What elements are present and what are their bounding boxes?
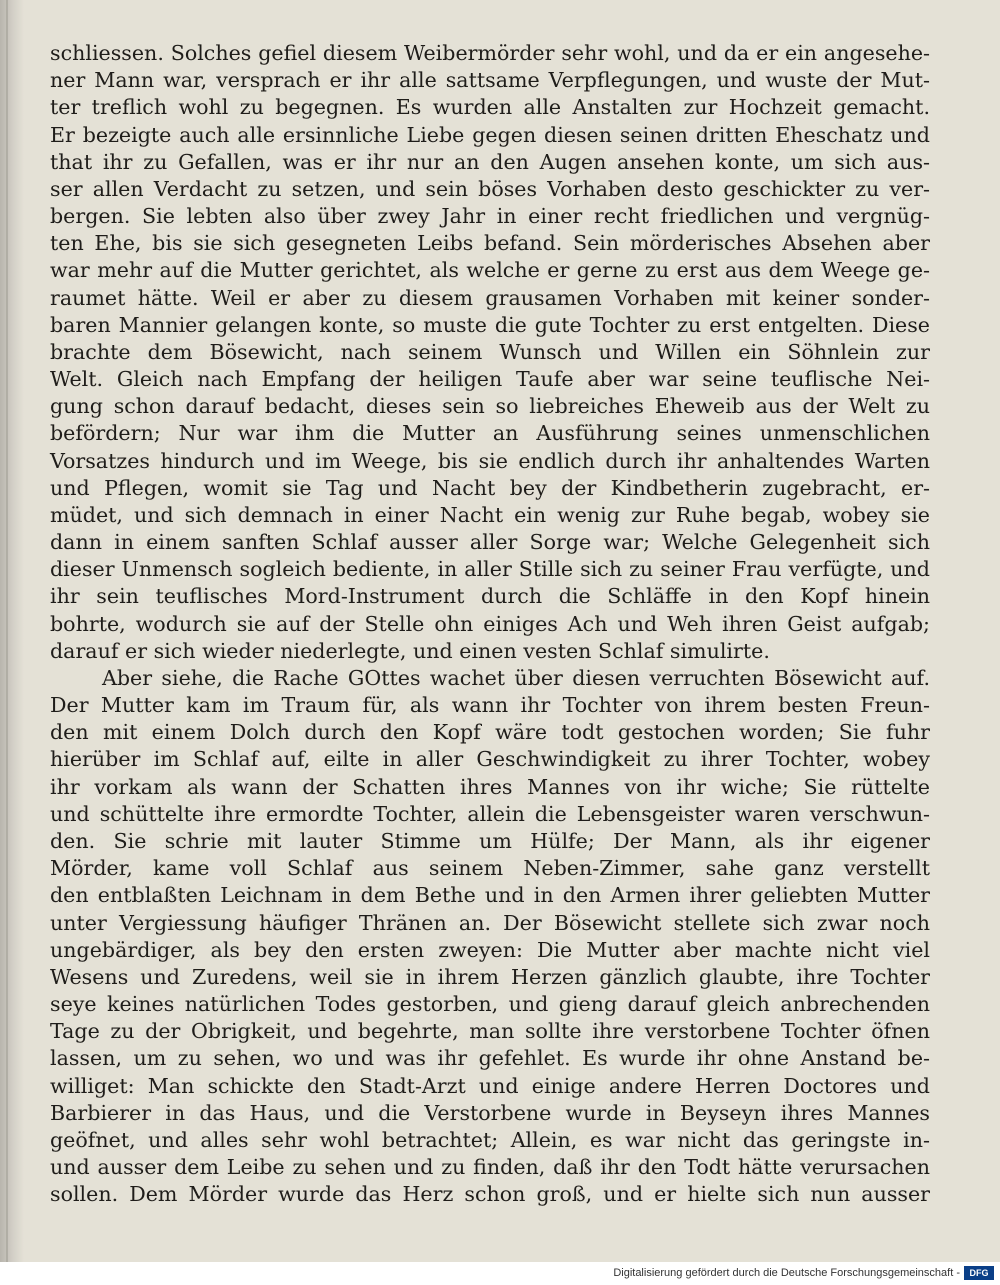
text-line: ter treflich wohl zu begegnen. Es wurden alle Anstalten zur Hochzeit gemacht. <box>50 95 930 120</box>
text-line: williget: Man schickte den Stadt-Arzt und einige andere Herren Doctores und <box>50 1073 930 1098</box>
text-line: ihr vorkam als wann der Schatten ihres Mannes von ihr wiche; Sie rüttelte <box>50 774 930 799</box>
body-text <box>50 40 930 1208</box>
text-line: ner Mann war, versprach er ihr alle sattsame Verpflegungen, und wuste der Mut- <box>50 68 930 93</box>
text-line: ser allen Verdacht zu setzen, und sein böses Vorhaben desto geschickter zu ver- <box>50 176 930 201</box>
footer-bar <box>0 1262 1000 1285</box>
text-line: Der Mutter kam im Traum für, als wann ihr Tochter von ihrem besten Freun- <box>50 693 930 718</box>
text-line: gung schon darauf bedacht, dieses sein so liebreiches Eheweib aus der Welt zu <box>50 394 930 419</box>
text-line: Tage zu der Obrigkeit, und begehrte, man sollte ihre verstorbene Tochter öfnen <box>50 1019 930 1044</box>
text-line: den. Sie schrie mit lauter Stimme um Hülfe; Der Mann, als ihr eigener <box>50 828 930 853</box>
text-line: Vorsatzes hindurch und im Weege, bis sie endlich durch ihr anhaltendes Warten <box>50 448 930 473</box>
text-line: befördern; Nur war ihm die Mutter an Ausführung seines unmenschlichen <box>50 421 930 446</box>
text-line: und ausser dem Leibe zu sehen und zu finden, daß ihr den Todt hätte verursachen <box>50 1155 930 1180</box>
text-line: und schüttelte ihre ermordte Tochter, allein die Lebensgeister waren verschwun- <box>50 801 930 826</box>
text-line: bohrte, wodurch sie auf der Stelle ohn einiges Ach und Weh ihren Geist aufgab; <box>50 611 930 636</box>
text-line: schliessen. Solches gefiel diesem Weibermörder sehr wohl, und da er ein angesehe- <box>50 41 930 65</box>
text-line: raumet hätte. Weil er aber zu diesem grausamen Vorhaben mit keiner sonder- <box>50 285 930 310</box>
text-line: war mehr auf die Mutter gerichtet, als welche er gerne zu erst aus dem Weege ge- <box>50 258 930 283</box>
text-line: that ihr zu Gefallen, was er ihr nur an den Augen ansehen konte, um sich aus- <box>50 149 930 174</box>
text-line: bergen. Sie lebten also über zwey Jahr in einer recht friedlichen und vergnüg- <box>50 204 930 229</box>
text-line: lassen, um zu sehen, wo und was ihr gefehlet. Es wurde ihr ohne Anstand be- <box>50 1046 930 1071</box>
text-line: hierüber im Schlaf auf, eilte in aller Geschwindigkeit zu ihrer Tochter, wobey <box>50 747 930 772</box>
text-line: Wesens und Zuredens, weil sie in ihrem Herzen gänzlich glaubte, ihre Tochter <box>50 964 930 989</box>
text-line: unter Vergiessung häufiger Thränen an. Der Bösewicht stellete sich zwar noch <box>50 910 930 935</box>
text-line: baren Mannier gelangen konte, so muste die gute Tochter zu erst entgelten. Diese <box>50 312 930 337</box>
text-line: Barbierer in das Haus, und die Verstorbene wurde in Beyseyn ihres Mannes <box>50 1100 930 1125</box>
dfg-logo: DFG <box>964 1266 994 1280</box>
page-edge <box>0 0 24 1262</box>
paragraph-end-line: darauf er sich wieder niederlegte, und einen vesten Schlaf simulirte. <box>50 638 770 663</box>
text-line: seye keines natürlichen Todes gestorben, und gieng darauf gleich anbrechenden <box>50 992 930 1017</box>
text-line: geöfnet, und alles sehr wohl betrachtet; Allein, es war nicht das geringste in- <box>50 1127 930 1152</box>
text-line: und Pflegen, womit sie Tag und Nacht bey der Kindbetherin zugebracht, er- <box>50 475 930 500</box>
text-line: dieser Unmensch sogleich bediente, in aller Stille sich zu seiner Frau verfügte, und <box>50 557 930 582</box>
paragraph-start-line: Aber siehe, die Rache GOttes wachet über diesen verruchten Bösewicht auf. <box>102 665 930 690</box>
text-line: brachte dem Bösewicht, nach seinem Wunsch und Willen ein Söhnlein zur <box>50 339 930 364</box>
text-line: ungebärdiger, als bey den ersten zweyen: Die Mutter aber machte nicht viel <box>50 937 930 962</box>
text-line: Mörder, kame voll Schlaf aus seinem Neben-Zimmer, sahe ganz verstellt <box>50 856 930 881</box>
text-line: sollen. Dem Mörder wurde das Herz schon groß, und er hielte sich nun ausser <box>50 1182 930 1207</box>
funding-credit: Digitalisierung gefördert durch die Deutsche Forschungsgemeinschaft - <box>613 1267 960 1279</box>
text-line: Er bezeigte auch alle ersinnliche Liebe gegen diesen seinen dritten Eheschatz und <box>50 122 930 147</box>
text-line: ihr sein teuflisches Mord-Instrument durch die Schläffe in den Kopf hinein <box>50 584 930 609</box>
text-line: Welt. Gleich nach Empfang der heiligen Taufe aber war seine teuflische Nei- <box>50 367 930 392</box>
text-line: den mit einem Dolch durch den Kopf wäre todt gestochen worden; Sie fuhr <box>50 720 930 745</box>
text-line: müdet, und sich demnach in einer Nacht ein wenig zur Ruhe begab, wobey sie <box>50 502 930 527</box>
text-line: ten Ehe, bis sie sich gesegneten Leibs befand. Sein mörderisches Absehen aber <box>50 231 930 256</box>
text-line: den entblaßten Leichnam in dem Bethe und in den Armen ihrer geliebten Mutter <box>50 883 930 908</box>
text-line: dann in einem sanften Schlaf ausser aller Sorge war; Welche Gelegenheit sich <box>50 530 930 555</box>
